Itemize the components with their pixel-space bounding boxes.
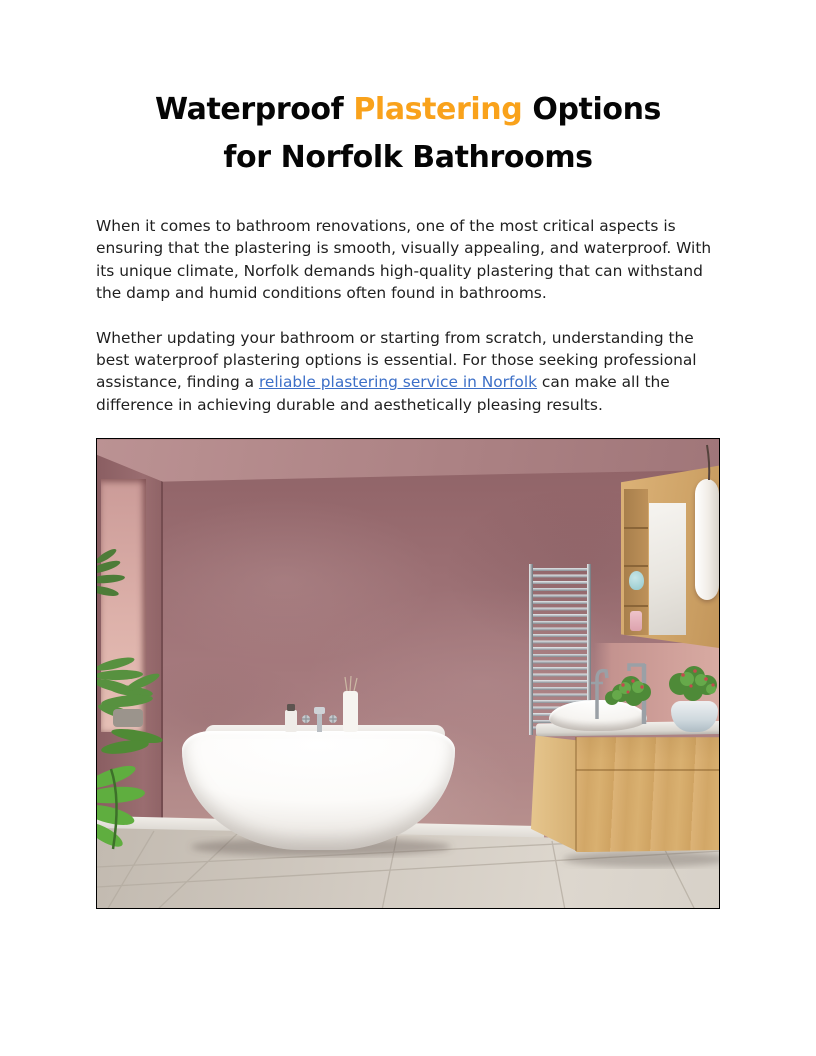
- vessel-sink: [549, 700, 647, 731]
- title-line2: for Norfolk Bathrooms: [223, 140, 593, 175]
- plastering-service-link[interactable]: reliable plastering service in Norfolk: [258, 373, 538, 392]
- vanity-front-panel: [576, 737, 720, 852]
- second-paragraph: [96, 327, 720, 417]
- second-paragraph-after-link: can make all the difference in achieving durable and aesthetically pleasing results.: [96, 373, 670, 414]
- vanity-edge-seam: [575, 737, 577, 851]
- blue-vase: [629, 571, 644, 590]
- window-niche: [101, 479, 146, 732]
- shelf-divider: [624, 565, 648, 567]
- page-title: [96, 86, 720, 182]
- pink-bottle: [630, 611, 642, 631]
- intro-paragraph: When it comes to bathroom renovations, one of the most critical aspects is ensuring that the plastering is smooth, visually appealing, and waterproof. With its unique climate, Norfolk demands high-quality plastering that can withstand the damp and humid conditions often found in bathrooms.: [96, 217, 712, 303]
- second-paragraph-before-link: Whether updating your bathroom or starting from scratch, understanding the best waterproof plastering options is essential. For those seeking professional assistance, finding a: [96, 328, 697, 392]
- shelf-divider: [624, 527, 648, 529]
- title-text-pre: Waterproof: [155, 92, 354, 127]
- mirror: [649, 503, 686, 635]
- shelf-divider: [624, 605, 648, 607]
- radiator-rail-left: [529, 564, 533, 735]
- wall-corner: [161, 479, 163, 829]
- vanity-drawer-seam: [576, 769, 720, 771]
- bathroom-photo: [96, 438, 720, 909]
- document-content: [96, 0, 720, 909]
- title-text-post: Options: [522, 92, 661, 127]
- title-highlight: Plastering: [353, 92, 523, 127]
- pendant-lamp: [695, 479, 719, 600]
